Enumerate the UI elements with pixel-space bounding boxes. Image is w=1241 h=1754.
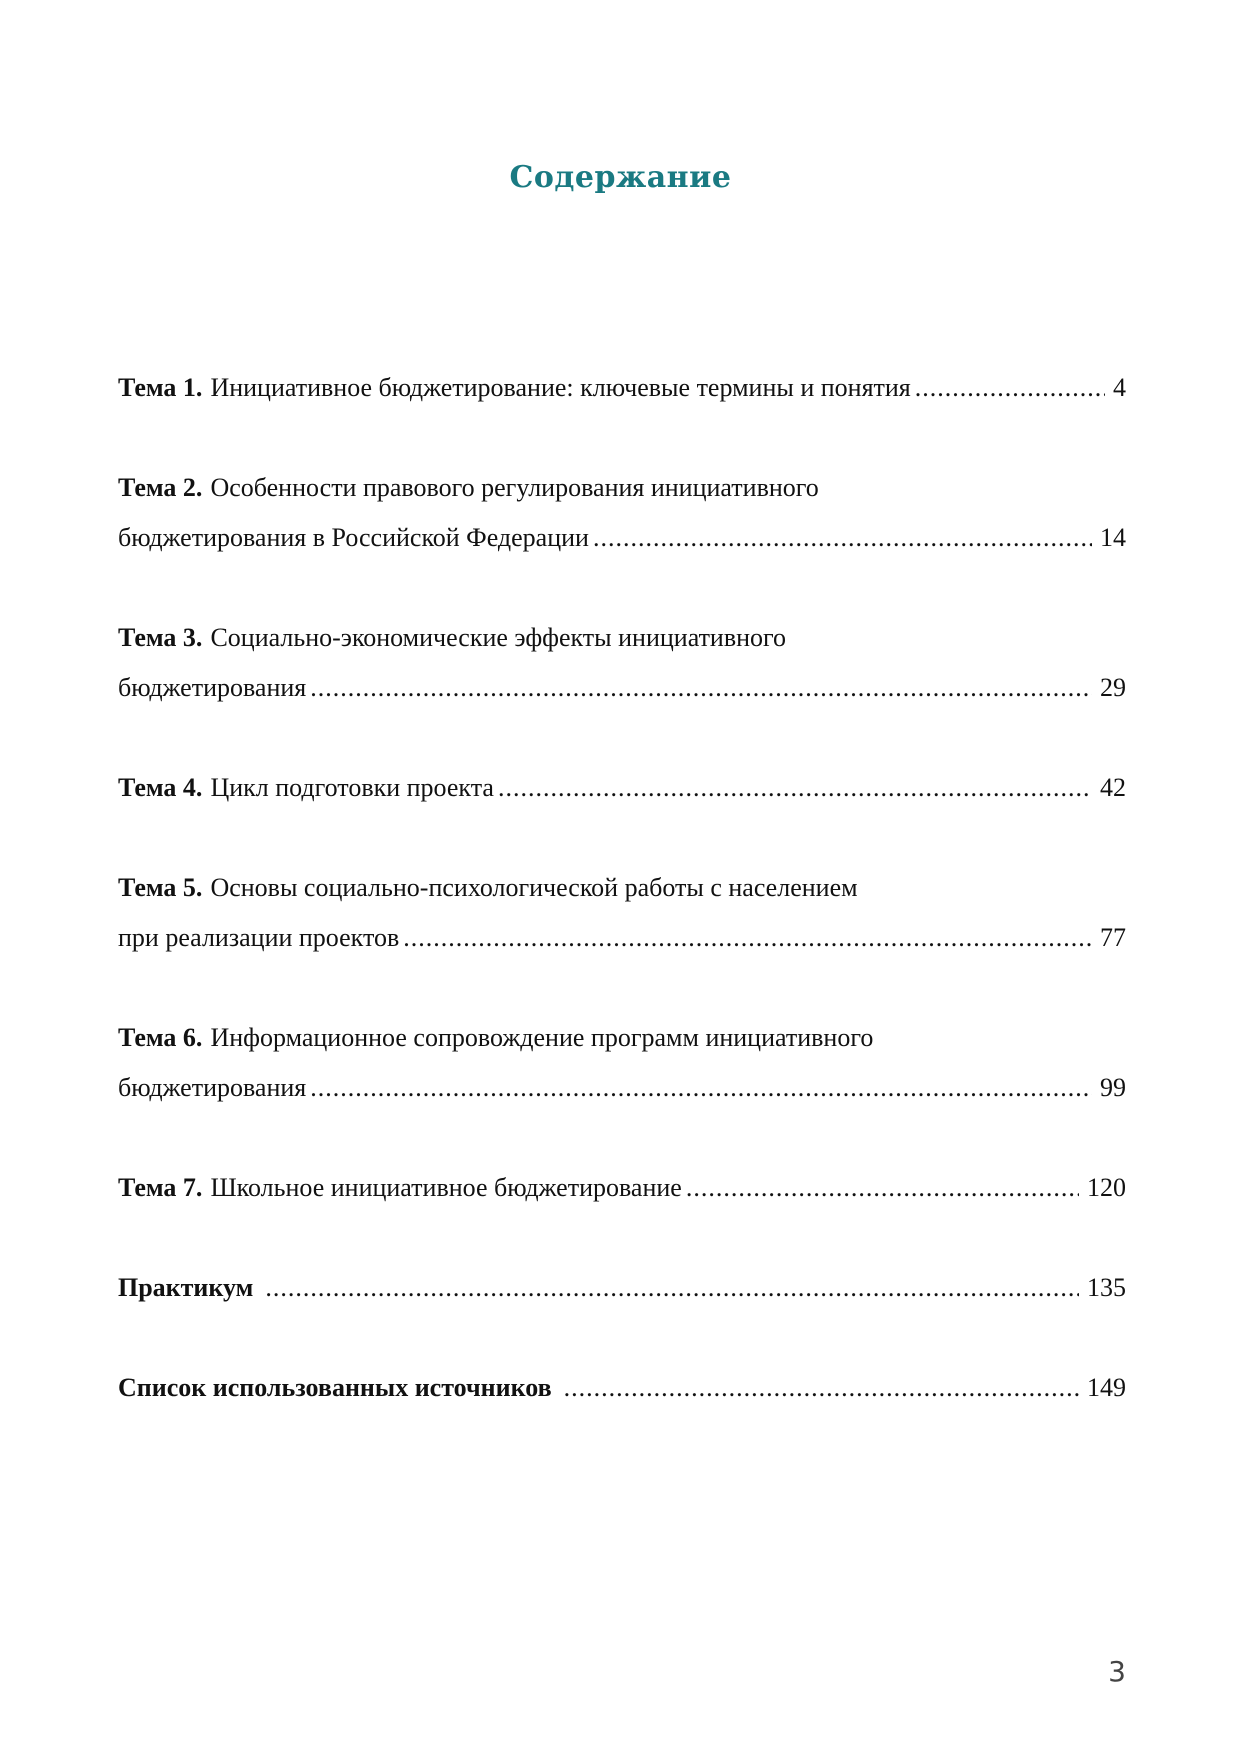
toc-entry-2[interactable] <box>118 463 1126 563</box>
toc-text: бюджетирования <box>118 673 307 702</box>
toc-text: при реализации проектов <box>118 923 400 952</box>
toc-leader-dots <box>498 763 1092 813</box>
toc-text: Цикл подготовки проекта <box>210 773 494 802</box>
toc-line <box>118 363 1126 413</box>
toc-page-number: 42 <box>1100 773 1126 802</box>
toc-text: Школьное инициативное бюджетирование <box>210 1173 682 1202</box>
toc-leader-dots <box>265 1263 1079 1313</box>
toc-line <box>118 1013 1126 1063</box>
toc-entry-7[interactable] <box>118 1163 1126 1213</box>
toc-page-number: 4 <box>1113 373 1126 402</box>
toc-text: бюджетирования в Российской Федерации <box>118 523 589 552</box>
toc-line <box>118 513 1126 563</box>
toc-label: Тема 1. <box>118 373 203 402</box>
page-title: Содержание <box>509 160 732 195</box>
toc-text: Инициативное бюджетирование: ключевые термины и понятия <box>210 373 911 402</box>
toc-line <box>118 663 1126 713</box>
toc-text: Основы социально-психологической работы с населением <box>210 873 858 902</box>
toc-page-number: 120 <box>1087 1173 1126 1202</box>
toc-page-number: 29 <box>1100 673 1126 702</box>
toc-line <box>118 1363 1126 1413</box>
toc-line <box>118 1263 1126 1313</box>
page-number: 3 <box>1108 1655 1126 1688</box>
toc-line <box>118 913 1126 963</box>
toc-line <box>118 1063 1126 1113</box>
toc-page-number: 135 <box>1087 1273 1126 1302</box>
toc-label: Практикум <box>118 1273 254 1302</box>
toc-entry-references[interactable] <box>118 1363 1126 1413</box>
toc-page-number: 14 <box>1100 523 1126 552</box>
toc-entry-5[interactable] <box>118 863 1126 963</box>
toc-entry-1[interactable] <box>118 363 1126 413</box>
toc-text: Социально-экономические эффекты инициативного <box>210 623 787 652</box>
toc-line <box>118 613 1126 663</box>
toc-label: Тема 2. <box>118 473 203 502</box>
toc-leader-dots <box>686 1163 1079 1213</box>
toc-label: Тема 6. <box>118 1023 203 1052</box>
toc-page-number: 99 <box>1100 1073 1126 1102</box>
toc-line <box>118 463 1126 513</box>
toc-entry-3[interactable] <box>118 613 1126 713</box>
toc-entry-4[interactable] <box>118 763 1126 813</box>
toc-label: Тема 5. <box>118 873 203 902</box>
toc-line <box>118 1163 1126 1213</box>
toc-leader-dots <box>310 1063 1092 1113</box>
toc-label: Тема 3. <box>118 623 203 652</box>
toc-leader-dots <box>915 363 1105 413</box>
toc-text: Особенности правового регулирования инициативного <box>210 473 819 502</box>
toc-leader-dots <box>310 663 1092 713</box>
toc-label: Список использованных источников <box>118 1373 552 1402</box>
toc-label: Тема 7. <box>118 1173 203 1202</box>
toc-line <box>118 863 1126 913</box>
toc-leader-dots <box>593 513 1092 563</box>
toc-line <box>118 763 1126 813</box>
toc-leader-dots <box>564 1363 1079 1413</box>
toc-page-number: 77 <box>1100 923 1126 952</box>
toc-label: Тема 4. <box>118 773 203 802</box>
table-of-contents <box>118 363 1126 1463</box>
toc-text: Информационное сопровождение программ инициативного <box>210 1023 874 1052</box>
toc-entry-practicum[interactable] <box>118 1263 1126 1313</box>
toc-page-number: 149 <box>1087 1373 1126 1402</box>
toc-leader-dots <box>403 913 1092 963</box>
toc-text: бюджетирования <box>118 1073 307 1102</box>
toc-entry-6[interactable] <box>118 1013 1126 1113</box>
